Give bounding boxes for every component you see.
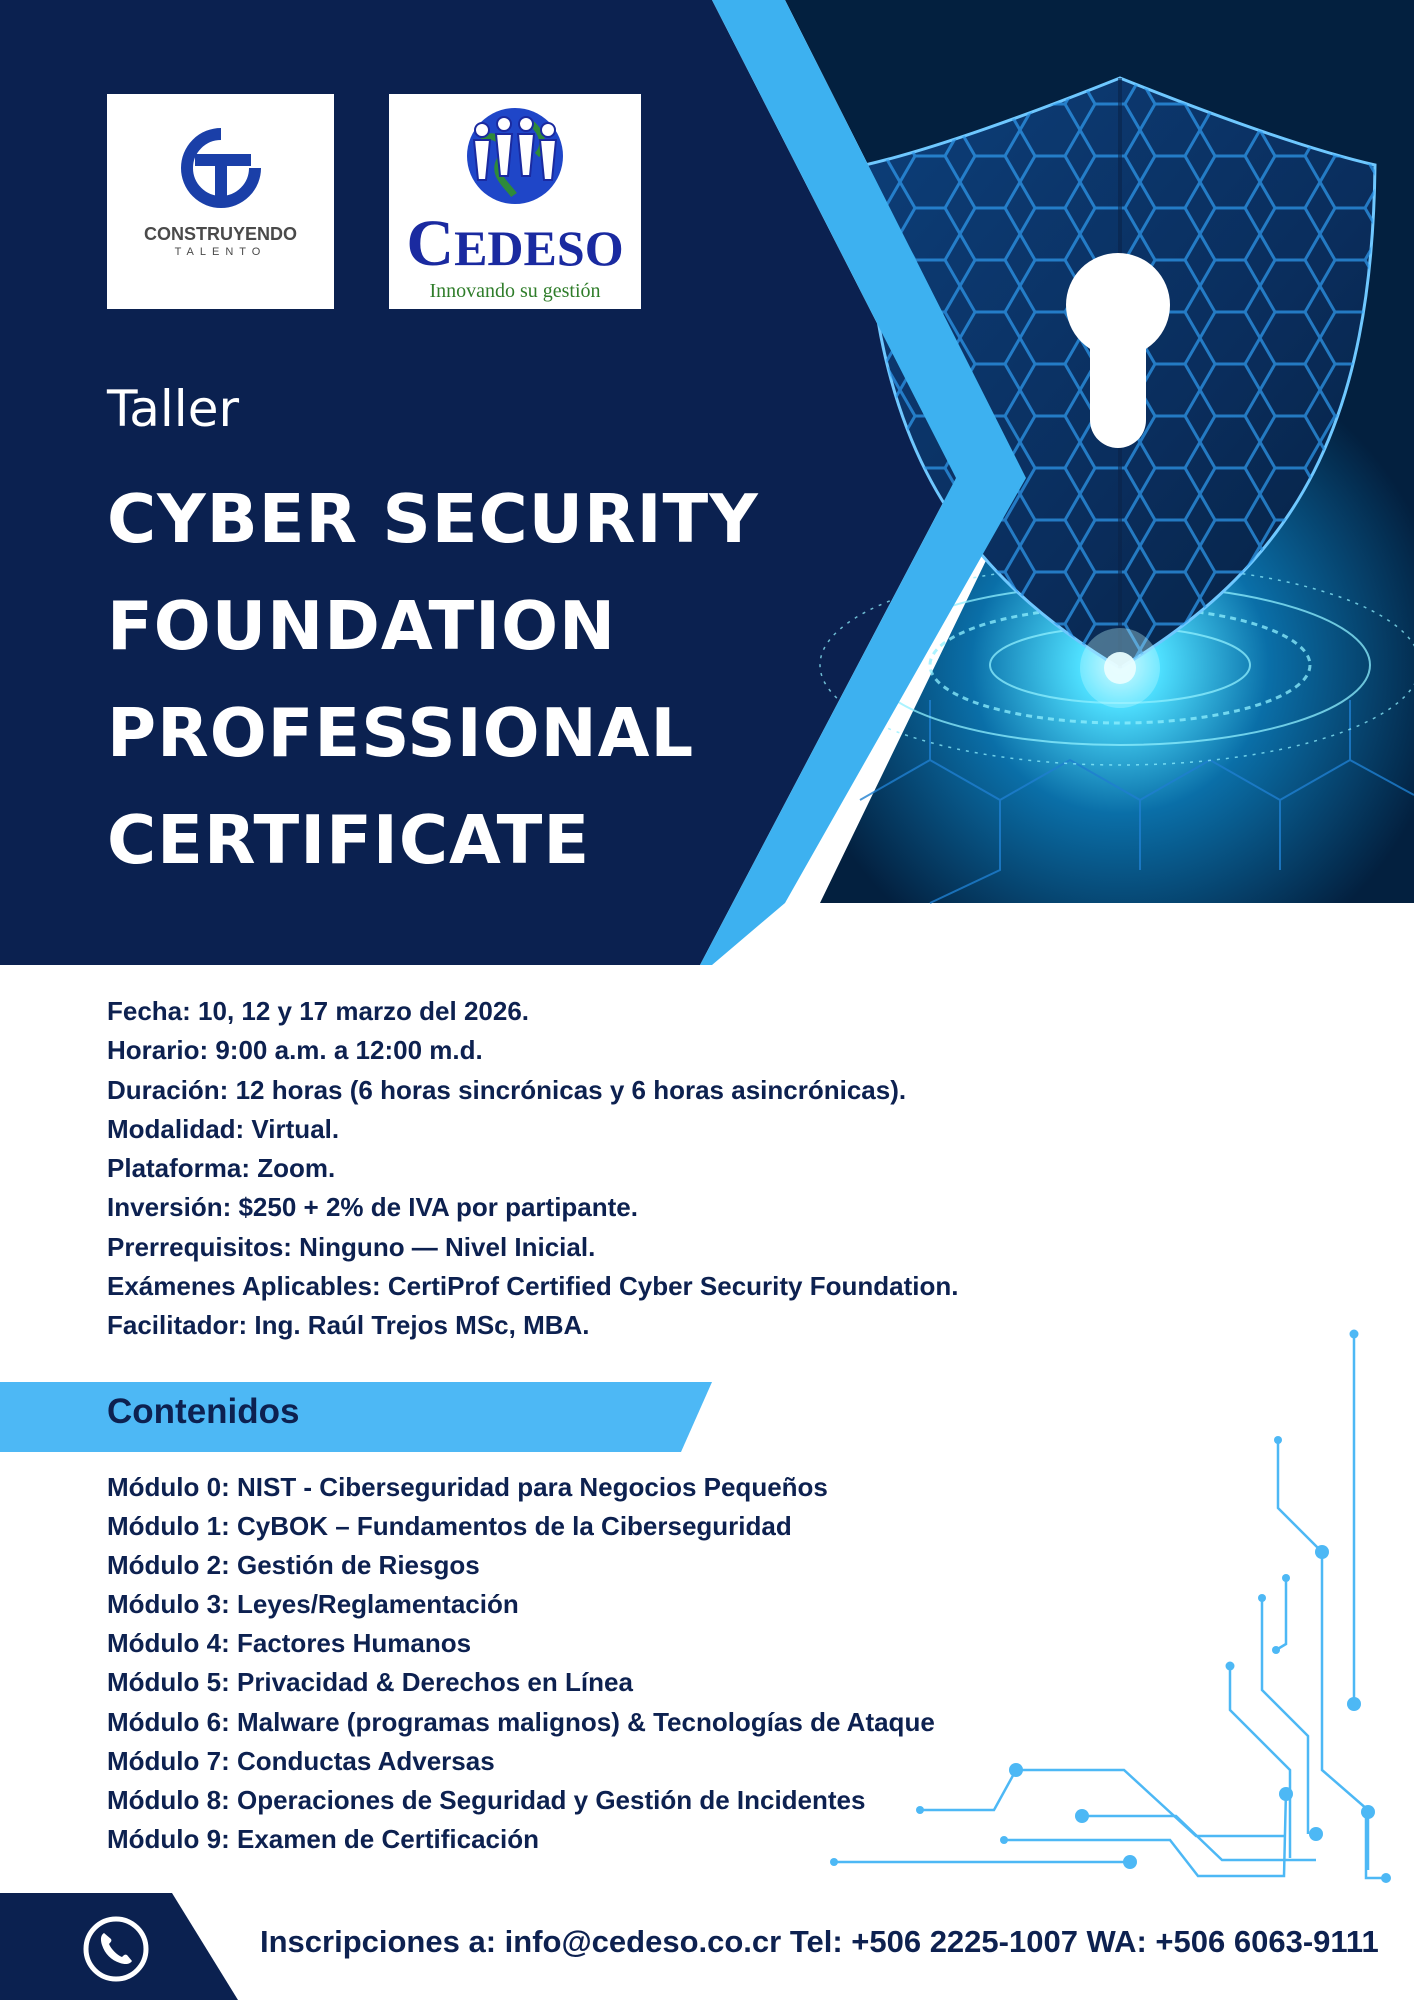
title-line-3: PROFESSIONAL — [107, 694, 695, 772]
event-type-label: Taller — [107, 380, 240, 438]
module-item: Módulo 0: NIST - Ciberseguridad para Negocios Pequeños — [107, 1472, 828, 1502]
module-item: Módulo 2: Gestión de Riesgos — [107, 1550, 480, 1581]
title-line-2: FOUNDATION — [107, 587, 617, 665]
module-item: Módulo 8: Operaciones de Seguridad y Gestión de Incidentes — [107, 1784, 866, 1815]
contents-heading: Contenidos — [107, 1392, 300, 1431]
cedeso-name — [389, 206, 641, 282]
detail-examenes: Exámenes Aplicables: CertiProf Certified Cyber Security Foundation. — [107, 1271, 959, 1302]
cedeso-name-initial: C — [406, 207, 455, 280]
construyendo-logo-mark — [177, 128, 265, 208]
detail-inversion: Inversión: $250 + 2% de IVA por partipante. — [107, 1192, 638, 1223]
detail-plataforma: Plataforma: Zoom. — [107, 1153, 336, 1184]
detail-fecha: Fecha: 10, 12 y 17 marzo del 2026. — [107, 996, 530, 1026]
cedeso-globe-icon — [452, 100, 578, 212]
cedeso-tagline: Innovando su gestión — [429, 280, 601, 302]
detail-duracion: Duración: 12 horas (6 horas sincrónicas y 6 horas asincrónicas). — [107, 1074, 907, 1105]
module-list — [107, 1468, 935, 1859]
cedeso-logo — [389, 94, 641, 309]
module-item: Módulo 6: Malware (programas malignos) & Tecnologías de Ataque — [107, 1706, 935, 1737]
detail-prerrequisitos: Prerrequisitos: Ninguno — Nivel Inicial. — [107, 1231, 596, 1262]
event-details — [107, 992, 958, 1346]
detail-horario: Horario: 9:00 a.m. a 12:00 m.d. — [107, 1035, 483, 1066]
phone-icon — [80, 1913, 152, 1985]
module-item: Módulo 3: Leyes/Reglamentación — [107, 1589, 519, 1620]
construyendo-line1: CONSTRUYENDO — [143, 224, 297, 244]
contact-info: Inscripciones a: info@cedeso.co.cr Tel: +506 2225-1007 WA: +506 6063-9111 — [260, 1924, 1379, 1959]
module-item: Módulo 5: Privacidad & Derechos en Línea — [107, 1667, 633, 1698]
detail-modalidad: Modalidad: Virtual. — [107, 1113, 340, 1144]
title-line-1: CYBER SECURITY — [107, 480, 759, 558]
module-item: Módulo 9: Examen de Certificación — [107, 1823, 539, 1854]
module-item: Módulo 4: Factores Humanos — [107, 1628, 472, 1659]
module-item: Módulo 1: CyBOK – Fundamentos de la Ciberseguridad — [107, 1511, 792, 1542]
cedeso-name-rest: EDESO — [454, 220, 624, 276]
module-item: Módulo 7: Conductas Adversas — [107, 1745, 495, 1776]
title-line-4: CERTIFICATE — [107, 801, 591, 879]
construyendo-talento-logo — [107, 94, 334, 309]
detail-facilitador: Facilitador: Ing. Raúl Trejos MSc, MBA. — [107, 1310, 590, 1341]
construyendo-line2: TALENTO — [174, 246, 267, 258]
